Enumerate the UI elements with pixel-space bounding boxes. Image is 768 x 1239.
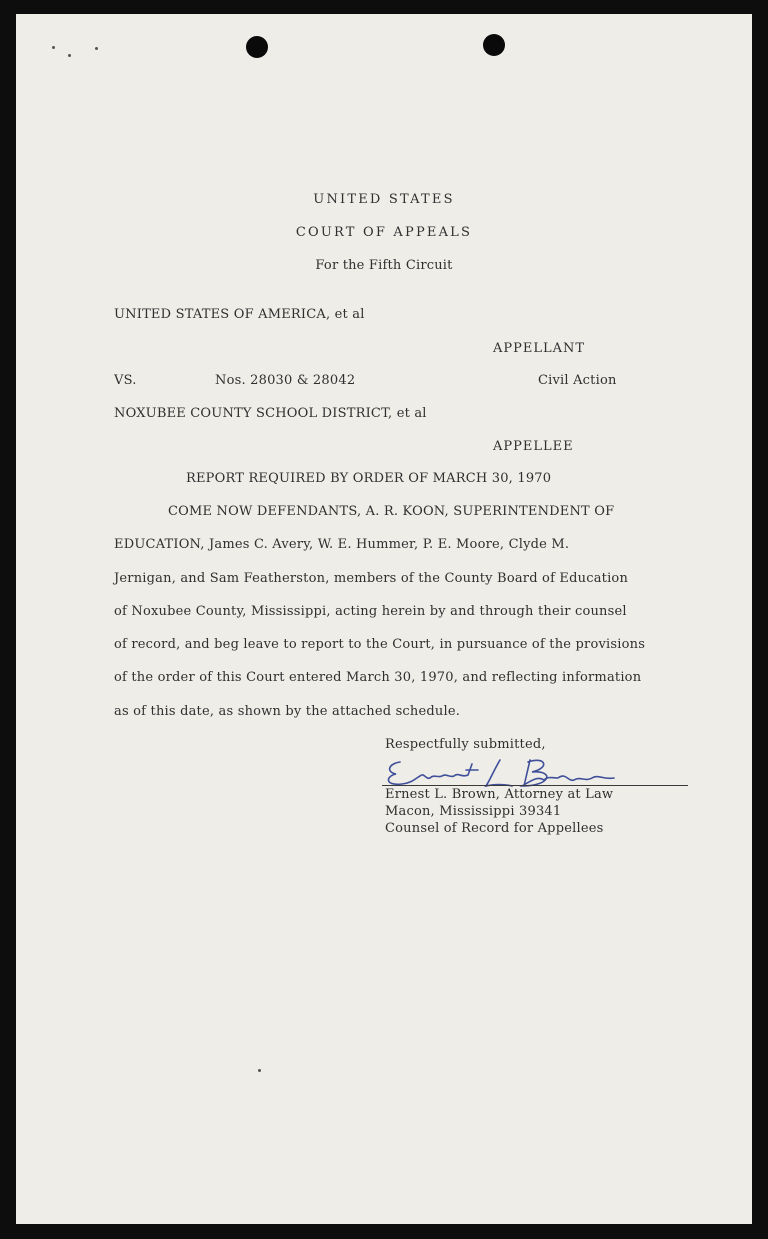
defendant-name: NOXUBEE COUNTY SCHOOL DISTRICT, et al [114, 406, 427, 421]
body-line: of the order of this Court entered March 30, 1970, and reflecting information [114, 670, 642, 685]
closing-line: Respectfully submitted, [385, 737, 546, 752]
plaintiff-role: APPELLANT [493, 341, 586, 356]
body-line: EDUCATION, James C. Avery, W. E. Hummer, P. E. Moore, Clyde M. [114, 537, 570, 552]
attorney-name: Ernest L. Brown, Attorney at Law [385, 787, 614, 802]
case-numbers: Nos. 28030 & 28042 [215, 373, 356, 388]
body-line: of record, and beg leave to report to the Court, in pursuance of the provisions [114, 637, 646, 652]
attorney-address: Macon, Mississippi 39341 [385, 804, 562, 819]
speck [52, 46, 55, 49]
plaintiff-name: UNITED STATES OF AMERICA, et al [114, 307, 365, 322]
body-line: of Noxubee County, Mississippi, acting herein by and through their counsel [114, 604, 627, 619]
punch-hole-left [246, 36, 268, 58]
attorney-role: Counsel of Record for Appellees [385, 821, 604, 836]
body-line: as of this date, as shown by the attached schedule. [114, 704, 461, 719]
report-title: REPORT REQUIRED BY ORDER OF MARCH 30, 1970 [186, 471, 552, 486]
court-header-line2: COURT OF APPEALS [295, 225, 473, 240]
court-header-circuit: For the Fifth Circuit [315, 258, 453, 273]
court-header-line1: UNITED STATES [313, 192, 455, 207]
speck [258, 1069, 261, 1072]
speck [68, 54, 71, 57]
action-type: Civil Action [538, 373, 617, 388]
signature-line [382, 785, 688, 786]
versus-label: VS. [114, 373, 137, 388]
body-line: Jernigan, and Sam Featherston, members of the County Board of Education [114, 571, 629, 586]
body-line: COME NOW DEFENDANTS, A. R. KOON, SUPERINTENDENT OF [168, 504, 615, 519]
punch-hole-right [483, 34, 505, 56]
document-page [16, 14, 752, 1224]
defendant-role: APPELLEE [493, 439, 574, 454]
speck [95, 47, 98, 50]
